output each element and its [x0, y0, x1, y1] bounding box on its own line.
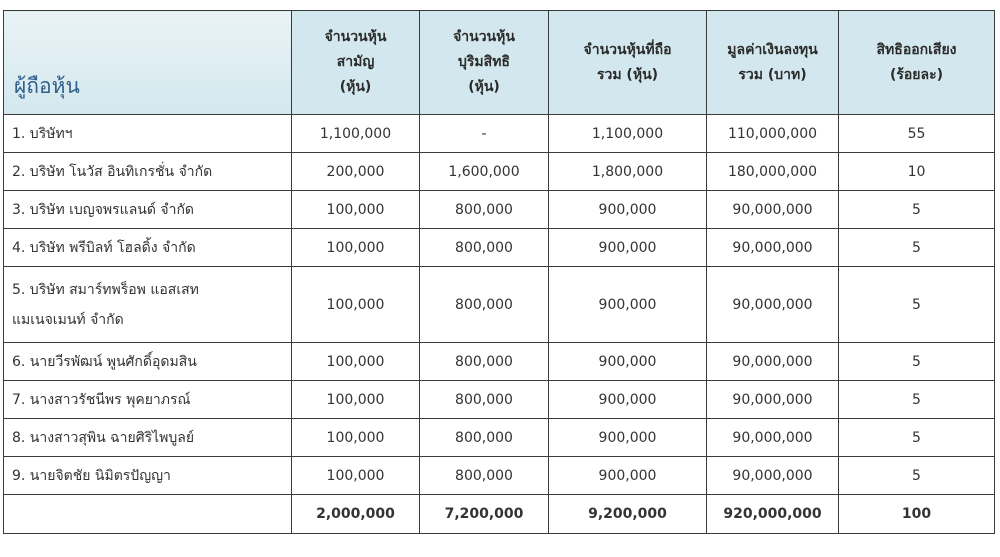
header-row [4, 11, 995, 115]
common-shares-cell: 100,000 [292, 191, 420, 229]
preferred-shares-cell: 800,000 [420, 191, 549, 229]
common-shares-cell: 100,000 [292, 229, 420, 267]
shareholder-name-cell [4, 229, 292, 267]
header-common-shares [292, 11, 420, 115]
shareholder-name: 1. บริษัทฯ [12, 125, 73, 142]
shareholder-name-cell [4, 343, 292, 381]
voting-rights-cell: 10 [839, 153, 995, 191]
shareholder-name: 6. นายวีรพัฒน์ พูนศักดิ์อุดมสิน [12, 353, 197, 370]
table-row [4, 381, 995, 419]
preferred-shares-cell: 1,600,000 [420, 153, 549, 191]
shareholder-name: 3. บริษัท เบญจพรแลนด์ จำกัด [12, 201, 195, 218]
table-row [4, 229, 995, 267]
header-total-line: จำนวนหุ้นที่ถือ [583, 41, 672, 58]
shareholder-name-cell [4, 381, 292, 419]
shareholder-name: 5. บริษัท สมาร์ทพร็อพ แอสเสท [12, 281, 199, 298]
total-preferred-shares: 7,200,000 [420, 495, 549, 534]
header-investment-line: มูลค่าเงินลงทุน [727, 41, 818, 58]
table-row [4, 153, 995, 191]
header-common-line: สามัญ [336, 54, 375, 70]
shareholder-name-cell [4, 457, 292, 495]
table-body [4, 115, 995, 534]
table-row [4, 267, 995, 343]
header-voting-line: (ร้อยละ) [889, 66, 944, 83]
total-shares-cell: 900,000 [549, 229, 707, 267]
total-investment-value: 920,000,000 [707, 495, 839, 534]
common-shares-cell: 100,000 [292, 419, 420, 457]
shareholder-table [3, 10, 995, 534]
header-voting-line: สิทธิออกเสียง [876, 41, 957, 58]
preferred-shares-cell: 800,000 [420, 229, 549, 267]
total-shares-cell: 900,000 [549, 419, 707, 457]
voting-rights-cell: 5 [839, 191, 995, 229]
voting-rights-cell: 55 [839, 115, 995, 153]
common-shares-cell: 100,000 [292, 343, 420, 381]
investment-value-cell: 90,000,000 [707, 229, 839, 267]
totals-label-cell [4, 495, 292, 534]
shareholder-name: แมเนจเมนท์ จำกัด [12, 311, 124, 328]
shareholder-name: 2. บริษัท โนวัส อินทิเกรชั่น จำกัด [12, 163, 213, 180]
total-voting-rights: 100 [839, 495, 995, 534]
table-row [4, 457, 995, 495]
voting-rights-cell: 5 [839, 229, 995, 267]
preferred-shares-cell: 800,000 [420, 457, 549, 495]
investment-value-cell: 90,000,000 [707, 343, 839, 381]
table-row [4, 115, 995, 153]
total-shares-cell: 900,000 [549, 343, 707, 381]
voting-rights-cell: 5 [839, 267, 995, 343]
common-shares-cell: 1,100,000 [292, 115, 420, 153]
preferred-shares-cell: - [420, 115, 549, 153]
total-shares-held: 9,200,000 [549, 495, 707, 534]
header-preferred-line: (หุ้น) [468, 79, 500, 95]
investment-value-cell: 90,000,000 [707, 419, 839, 457]
common-shares-cell: 100,000 [292, 267, 420, 343]
header-investment-value [707, 11, 839, 115]
header-preferred-line: บุริมสิทธิ [458, 54, 510, 70]
voting-rights-cell: 5 [839, 419, 995, 457]
shareholder-name: 8. นางสาวสุพิน ฉายศิริไพบูลย์ [12, 429, 195, 446]
voting-rights-cell: 5 [839, 457, 995, 495]
header-shareholder [4, 11, 292, 115]
investment-value-cell: 90,000,000 [707, 267, 839, 343]
preferred-shares-cell: 800,000 [420, 381, 549, 419]
investment-value-cell: 110,000,000 [707, 115, 839, 153]
header-voting-rights [839, 11, 995, 115]
shareholder-name-cell [4, 115, 292, 153]
preferred-shares-cell: 800,000 [420, 419, 549, 457]
totals-row [4, 495, 995, 534]
total-shares-cell: 1,800,000 [549, 153, 707, 191]
header-total-line: รวม (หุ้น) [596, 66, 659, 83]
table-row [4, 343, 995, 381]
investment-value-cell: 90,000,000 [707, 191, 839, 229]
investment-value-cell: 90,000,000 [707, 381, 839, 419]
total-shares-cell: 900,000 [549, 267, 707, 343]
investment-value-cell: 90,000,000 [707, 457, 839, 495]
total-shares-cell: 1,100,000 [549, 115, 707, 153]
common-shares-cell: 100,000 [292, 381, 420, 419]
header-common-line: จำนวนหุ้น [324, 29, 387, 45]
voting-rights-cell: 5 [839, 343, 995, 381]
header-total-shares [549, 11, 707, 115]
total-shares-cell: 900,000 [549, 457, 707, 495]
total-common-shares: 2,000,000 [292, 495, 420, 534]
preferred-shares-cell: 800,000 [420, 343, 549, 381]
header-common-line: (หุ้น) [339, 79, 372, 95]
total-shares-cell: 900,000 [549, 191, 707, 229]
total-shares-cell: 900,000 [549, 381, 707, 419]
shareholder-name-cell [4, 419, 292, 457]
shareholder-name-cell [4, 191, 292, 229]
shareholder-name: 9. นายจิตชัย นิมิตรปัญญา [12, 467, 171, 484]
shareholder-name-cell [4, 267, 292, 343]
shareholder-name: 7. นางสาวรัชนีพร พุคยาภรณ์ [12, 391, 191, 408]
common-shares-cell: 200,000 [292, 153, 420, 191]
shareholder-name-cell [4, 153, 292, 191]
table-row [4, 191, 995, 229]
header-preferred-line: จำนวนหุ้น [453, 29, 515, 45]
preferred-shares-cell: 800,000 [420, 267, 549, 343]
table-row [4, 419, 995, 457]
shareholder-name: 4. บริษัท พรีบิลท์ โฮลดิ้ง จำกัด [12, 239, 196, 256]
table-header [4, 11, 995, 115]
header-preferred-shares [420, 11, 549, 115]
voting-rights-cell: 5 [839, 381, 995, 419]
investment-value-cell: 180,000,000 [707, 153, 839, 191]
header-shareholder-label: ผู้ถือหุ้น [14, 74, 80, 98]
common-shares-cell: 100,000 [292, 457, 420, 495]
header-investment-line: รวม (บาท) [738, 66, 807, 83]
